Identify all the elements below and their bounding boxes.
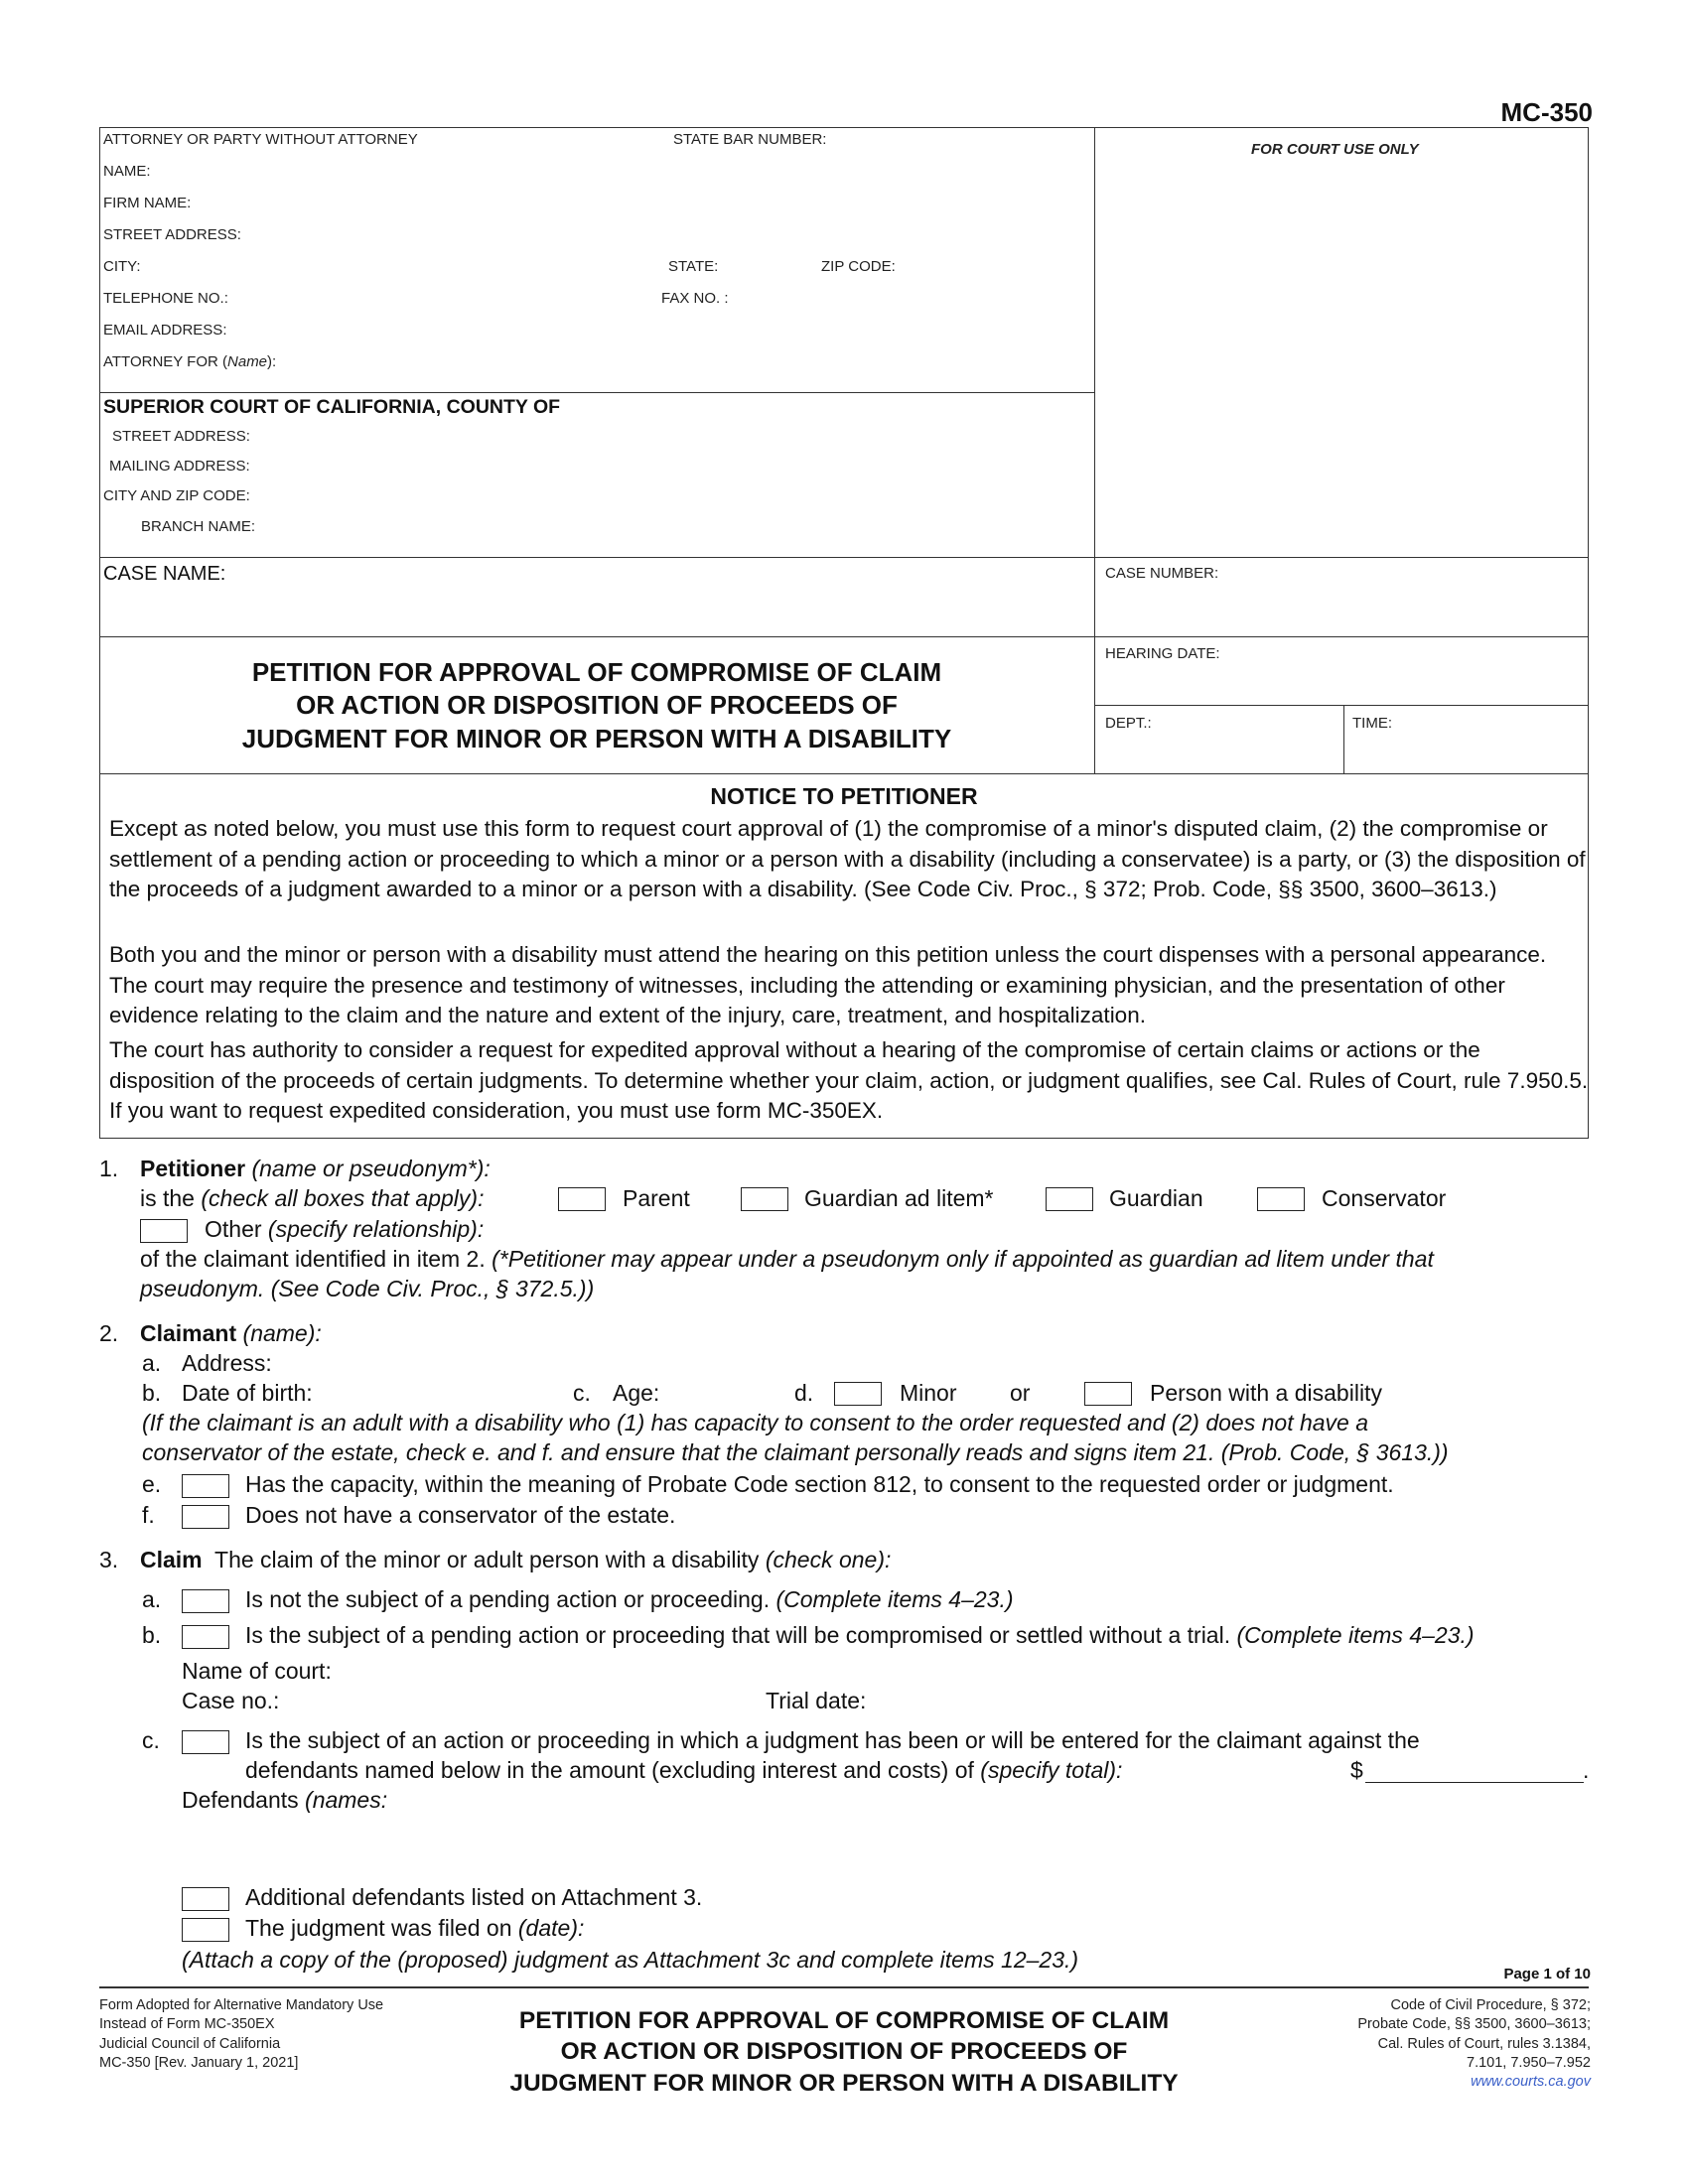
judgment-amount-field[interactable] [1365, 1782, 1584, 1783]
zip-label[interactable]: ZIP CODE: [821, 258, 896, 275]
claim-not-pending-label: Is not the subject of a pending action or proceeding. (Complete items 4–23.) [245, 1586, 1014, 1612]
item-2-heading[interactable]: Claimant (name): [140, 1320, 322, 1346]
claim-pending-checkbox[interactable] [182, 1625, 229, 1649]
item-2-number: 2. [99, 1320, 119, 1346]
no-conservator-label: Does not have a conservator of the estate. [245, 1502, 676, 1528]
state-bar-label: STATE BAR NUMBER: [673, 131, 827, 148]
no-conservator-checkbox[interactable] [182, 1505, 229, 1529]
defendants-label[interactable]: Defendants (names: [182, 1787, 388, 1813]
case-no-label[interactable]: Case no.: [182, 1688, 280, 1713]
age-label[interactable]: Age: [613, 1380, 660, 1406]
caption-divider [1094, 127, 1095, 774]
item-3c-letter: c. [142, 1727, 160, 1753]
item-2c-letter: c. [573, 1380, 591, 1406]
conservator-checkbox[interactable] [1257, 1187, 1305, 1211]
person-with-disability-checkbox[interactable] [1084, 1382, 1132, 1406]
form-number: MC-350 [1500, 97, 1593, 127]
footer-title: PETITION FOR APPROVAL OF COMPROMISE OF CLAIM OR ACTION OR DISPOSITION OF PROCEEDS OF JUDGMENT FOR MINOR OR PERSON WITH A DISABILITY [509, 2007, 1179, 2097]
footer-left: Form Adopted for Alternative Mandatory Use Instead of Form MC-350EX Judicial Council of California MC-350 [Rev. January 1, 2021] [99, 1997, 384, 2071]
firm-label[interactable]: FIRM NAME: [103, 195, 192, 211]
guardian-label: Guardian [1109, 1185, 1203, 1211]
parent-label: Parent [623, 1185, 690, 1211]
item-1-heading[interactable]: Petitioner (name or pseudonym*): [140, 1156, 491, 1181]
item-2-note-2: conservator of the estate, check e. and f. and ensure that the claimant personally reads and signs item 21. (Prob. Code, § 3613.)) [142, 1439, 1449, 1465]
judgment-amount-period: . [1583, 1757, 1590, 1783]
court-branch-label[interactable]: BRANCH NAME: [141, 518, 256, 535]
parent-checkbox[interactable] [558, 1187, 606, 1211]
item-2b-letter: b. [142, 1380, 162, 1406]
other-checkbox[interactable] [140, 1219, 188, 1243]
dept-label[interactable]: DEPT.: [1105, 715, 1152, 732]
court-title: SUPERIOR COURT OF CALIFORNIA, COUNTY OF [103, 396, 561, 418]
item-2-note-1: (If the claimant is an adult with a disability who (1) has capacity to consent to the order requested and (2) does not have a [142, 1410, 1369, 1435]
item-3-number: 3. [99, 1547, 119, 1572]
case-number-label[interactable]: CASE NUMBER: [1105, 565, 1219, 582]
capacity-checkbox[interactable] [182, 1474, 229, 1498]
case-name-label[interactable]: CASE NAME: [103, 563, 226, 585]
item-3a-letter: a. [142, 1586, 162, 1612]
other-label: Other (specify relationship): [205, 1216, 485, 1242]
additional-defendants-checkbox[interactable] [182, 1887, 229, 1911]
claim-judgment-label: Is the subject of an action or proceeding in which a judgment has been or will be entered for the claimant against the [245, 1727, 1420, 1753]
court-use-label: FOR COURT USE ONLY [1251, 141, 1419, 158]
item-2d-letter: d. [794, 1380, 814, 1406]
item-3b-letter: b. [142, 1622, 162, 1648]
additional-defendants-label: Additional defendants listed on Attachment 3. [245, 1884, 703, 1910]
judgment-filed-label: The judgment was filed on (date): [245, 1915, 585, 1941]
street-label[interactable]: STREET ADDRESS: [103, 226, 241, 243]
address-label[interactable]: Address: [182, 1350, 272, 1376]
name-label[interactable]: NAME: [103, 163, 151, 180]
claim-not-pending-checkbox[interactable] [182, 1589, 229, 1613]
notice-paragraph-2: Both you and the minor or person with a disability must attend the hearing on this petition unless the court dispenses with a personal appearance. The court may require the presence and testimony of witnesses, including the attending or examining physician, and the presentation of other evidence relating to the claim and the nature and extent of the injury, care, treatment, and hospitalization. [109, 942, 1547, 1028]
form-title: PETITION FOR APPROVAL OF COMPROMISE OF CLAIM OR ACTION OR DISPOSITION OF PROCEEDS OF JUDGMENT FOR MINOR OR PERSON WITH A DISABILITY [241, 657, 952, 753]
item-1-tail-2: pseudonym. (See Code Civ. Proc., § 372.5.)) [140, 1276, 595, 1301]
conservator-label: Conservator [1322, 1185, 1447, 1211]
judgment-filed-checkbox[interactable] [182, 1918, 229, 1942]
notice-paragraph-1: Except as noted below, you must use this form to request court approval of (1) the compromise of a minor's disputed claim, (2) the compromise or settlement of a pending action or proceeding to which a minor or a person with a disability (including a conservatee) is a party, or (3) the disposition of the proceeds of a judgment awarded to a minor or a person with a disability. (See Code Civ. Proc., § 372; Prob. Code, §§ 3500, 3600–3613.) [109, 816, 1586, 902]
courts-link[interactable]: www.courts.ca.gov [1471, 2074, 1591, 2091]
or-label: or [1010, 1380, 1031, 1406]
state-label[interactable]: STATE: [668, 258, 719, 275]
trial-date-label[interactable]: Trial date: [766, 1688, 867, 1713]
footer-right: Code of Civil Procedure, § 372; Probate Code, §§ 3500, 3600–3613; Cal. Rules of Court, rules 3.1384, 7.101, 7.950–7.952 www.courts.ca.gov [1357, 1996, 1591, 2092]
phone-label[interactable]: TELEPHONE NO.: [103, 290, 228, 307]
guardian-ad-litem-checkbox[interactable] [741, 1187, 788, 1211]
email-label[interactable]: EMAIL ADDRESS: [103, 322, 227, 339]
item-2e-letter: e. [142, 1471, 162, 1497]
fax-label[interactable]: FAX NO. : [661, 290, 729, 307]
dob-label[interactable]: Date of birth: [182, 1380, 313, 1406]
footer-rule [99, 1986, 1589, 1988]
claim-judgment-label-2: defendants named below in the amount (excluding interest and costs) of (specify total): [245, 1757, 1123, 1783]
item-1-tail: of the claimant identified in item 2. (*Petitioner may appear under a pseudonym only if appointed as guardian ad litem under that [140, 1246, 1434, 1272]
capacity-label: Has the capacity, within the meaning of Probate Code section 812, to consent to the requested order or judgment. [245, 1471, 1394, 1497]
guardian-checkbox[interactable] [1046, 1187, 1093, 1211]
item-1-is-the: is the (check all boxes that apply): [140, 1185, 485, 1211]
city-label[interactable]: CITY: [103, 258, 141, 275]
time-label[interactable]: TIME: [1352, 715, 1392, 732]
notice-heading: NOTICE TO PETITIONER [710, 783, 978, 809]
item-2a-letter: a. [142, 1350, 162, 1376]
minor-label: Minor [900, 1380, 957, 1406]
claim-judgment-checkbox[interactable] [182, 1730, 229, 1754]
court-city-zip-label[interactable]: CITY AND ZIP CODE: [103, 487, 250, 504]
item-1-number: 1. [99, 1156, 119, 1181]
attach-note: (Attach a copy of the (proposed) judgment as Attachment 3c and complete items 12–23.) [182, 1947, 1079, 1973]
item-2f-letter: f. [142, 1502, 155, 1528]
item-3-heading: Claim The claim of the minor or adult person with a disability (check one): [140, 1547, 892, 1572]
hearing-date-label[interactable]: HEARING DATE: [1105, 645, 1220, 662]
court-street-label[interactable]: STREET ADDRESS: [112, 428, 250, 445]
claim-pending-label: Is the subject of a pending action or proceeding that will be compromised or settled without a trial. (Complete items 4–23.) [245, 1622, 1475, 1648]
dollar-sign: $ [1350, 1757, 1363, 1783]
attorney-for-label[interactable]: ATTORNEY FOR (Name): [103, 353, 277, 370]
page-number: Page 1 of 10 [1503, 1966, 1591, 1982]
person-with-disability-label: Person with a disability [1150, 1380, 1382, 1406]
notice-paragraph-3: The court has authority to consider a request for expedited approval without a hearing of the compromise of certain claims or actions or the disposition of the proceeds of certain judgments. To determine whether your claim, action, or judgment qualifies, see Cal. Rules of Court, rule 7.950.5. If you want to request expedited consideration, you must use form MC-350EX. [109, 1037, 1589, 1124]
guardian-ad-litem-label: Guardian ad litem* [804, 1185, 994, 1211]
attorney-label: ATTORNEY OR PARTY WITHOUT ATTORNEY [103, 131, 418, 148]
minor-checkbox[interactable] [834, 1382, 882, 1406]
court-name-label[interactable]: Name of court: [182, 1658, 332, 1684]
court-mailing-label[interactable]: MAILING ADDRESS: [109, 458, 250, 475]
